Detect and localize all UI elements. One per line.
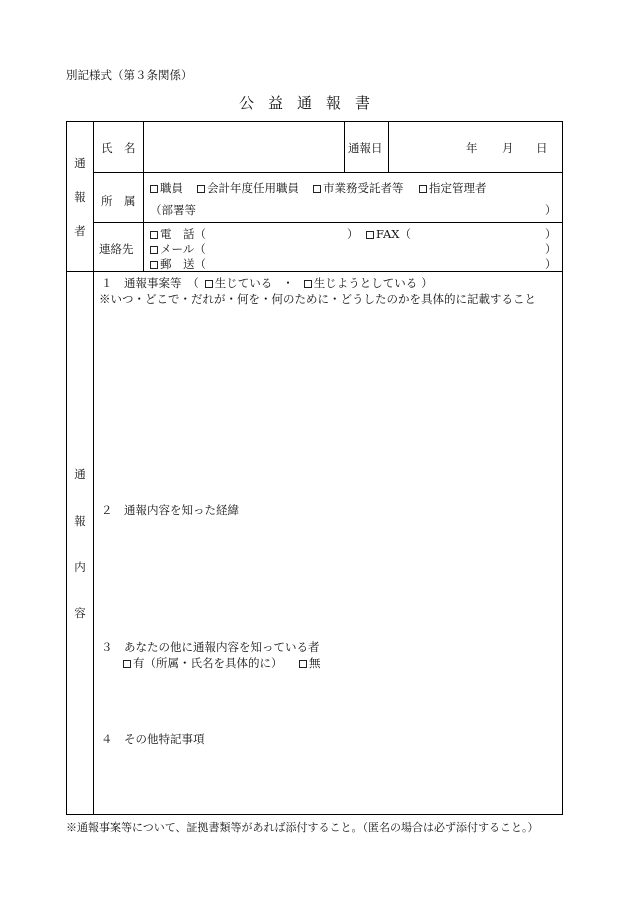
department-field-open: （部署等: [150, 203, 196, 217]
fax-field[interactable]: FAX（: [366, 226, 411, 242]
item1-content-area[interactable]: [97, 310, 559, 490]
reporter-section-label-3: 者: [74, 224, 86, 238]
phone-field[interactable]: 電 話（: [150, 226, 206, 242]
item1-option-occurring[interactable]: 生じている: [205, 276, 273, 290]
checkbox-icon: [304, 280, 312, 288]
item3-option-yes[interactable]: 有（所属・氏名を具体的に）: [123, 655, 283, 671]
mail-field-close: ）: [545, 257, 557, 271]
name-label: 氏 名: [101, 141, 136, 155]
affiliation-option-contractor[interactable]: 市業務受託者等: [313, 180, 404, 196]
form-reference: 別記様式（第３条関係）: [66, 68, 193, 82]
checkbox-icon: [150, 246, 158, 254]
checkbox-icon: [313, 185, 321, 193]
report-section-label-1: 通: [74, 467, 86, 481]
affiliation-option-fiscal-year-staff[interactable]: 会計年度任用職員: [197, 180, 299, 196]
checkbox-icon: [299, 660, 307, 668]
date-month-label: 月: [502, 141, 514, 155]
date-year-label: 年: [466, 141, 478, 155]
contact-label: 連絡先: [99, 242, 134, 256]
affiliation-option-designated-manager[interactable]: 指定管理者: [419, 180, 487, 196]
report-section-label-4: 容: [74, 606, 86, 620]
name-field[interactable]: [147, 124, 342, 170]
affiliation-option-staff[interactable]: 職員: [150, 180, 183, 196]
item2-content-area[interactable]: [97, 520, 559, 630]
date-label: 通報日: [348, 141, 383, 155]
date-day-label: 日: [536, 141, 548, 155]
footer-note: ※通報事案等について、証拠書類等があれば添付すること。（匿名の場合は必ず添付すること。）: [66, 821, 539, 834]
item4-heading: ４ その他特記事項: [101, 732, 205, 746]
email-field-close: ）: [545, 242, 557, 256]
checkbox-icon: [150, 185, 158, 193]
fax-field-close: ）: [545, 227, 557, 241]
reporter-section-label-2: 報: [74, 190, 86, 204]
item1-heading: １ 通報事案等 （ 生じている ・ 生じようとしている ）: [101, 276, 433, 290]
checkbox-icon: [197, 185, 205, 193]
report-section-label-3: 内: [74, 560, 86, 574]
reporter-section-label-1: 通: [74, 156, 86, 170]
item3-option-no[interactable]: 無: [299, 655, 321, 671]
item4-content-area[interactable]: [97, 750, 559, 810]
item3-heading: ３ あなたの他に通報内容を知っている者: [101, 640, 320, 654]
page-title: 公益通報書: [239, 94, 385, 112]
checkbox-icon: [123, 660, 131, 668]
checkbox-icon: [205, 280, 213, 288]
checkbox-icon: [150, 231, 158, 239]
mail-field[interactable]: 郵 送（: [150, 256, 206, 272]
item2-heading: ２ 通報内容を知った経緯: [101, 503, 239, 517]
item1-option-about-to-occur[interactable]: 生じようとしている: [304, 276, 418, 290]
email-field[interactable]: メール（: [150, 241, 206, 257]
checkbox-icon: [150, 261, 158, 269]
checkbox-icon: [419, 185, 427, 193]
checkbox-icon: [366, 231, 374, 239]
department-field-close: ）: [545, 203, 557, 217]
item1-note: ※いつ・どこで・だれが・何を・何のために・どうしたのかを具体的に記載すること: [99, 292, 536, 306]
phone-field-close: ）: [347, 227, 359, 241]
report-section-label-2: 報: [74, 514, 86, 528]
affiliation-label: 所 属: [101, 194, 136, 208]
